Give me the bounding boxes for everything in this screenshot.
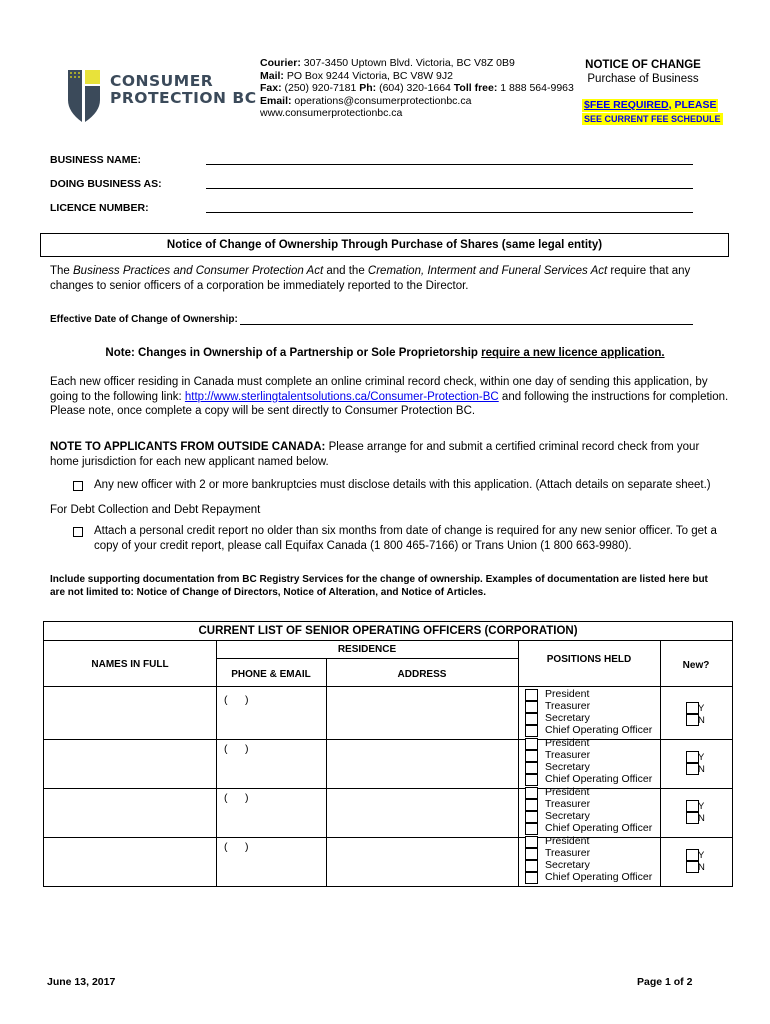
position-checkbox[interactable] <box>525 750 538 762</box>
position-checkbox[interactable] <box>525 823 538 835</box>
effective-date-field[interactable] <box>240 324 693 325</box>
effective-date-label: Effective Date of Change of Ownership: <box>50 314 238 325</box>
position-label: Secretary <box>545 810 590 822</box>
col-header-new: New? <box>682 660 710 671</box>
row-divider <box>44 686 732 687</box>
officer-address-cell[interactable] <box>327 737 517 786</box>
position-checkbox[interactable] <box>525 738 538 750</box>
new-no-label: N <box>698 862 705 873</box>
new-no-label: N <box>698 813 705 824</box>
position-label: Treasurer <box>545 798 591 810</box>
criminal-check-paragraph: Each new officer residing in Canada must complete an online criminal record check, within one day of sending this application, by going to the following link: http://www.sterlingtalentsolutions.ca/Consumer-Protection-BC and following the instructions for completion. Please note, once complete a copy will be sent directly to Consumer Protection BC. <box>50 376 729 417</box>
table-title: CURRENT LIST OF SENIOR OPERATING OFFICERS (CORPORATION) <box>44 622 732 641</box>
officer-phone-cell[interactable]: ( ) <box>224 743 249 755</box>
col-header-positions: POSITIONS HELD <box>546 654 632 665</box>
table-row <box>44 737 732 786</box>
col-header-phone: PHONE & EMAIL <box>231 669 311 680</box>
shield-logo-icon <box>66 66 106 124</box>
position-checkbox[interactable] <box>525 872 538 884</box>
new-yes-label: Y <box>698 703 705 714</box>
table-row <box>44 688 732 737</box>
email-link[interactable]: operations@consumerprotectionbc.ca <box>291 94 472 107</box>
fee-required-notice: $FEE REQUIRED, PLEASE <box>584 99 717 111</box>
col-header-residence: RESIDENCE <box>337 644 397 655</box>
position-checkbox[interactable] <box>525 701 538 713</box>
footer-date: June 13, 2017 <box>47 976 116 988</box>
position-checkbox[interactable] <box>525 811 538 823</box>
position-label: President <box>545 835 590 847</box>
position-checkbox[interactable] <box>525 762 538 774</box>
intro-paragraph: The Business Practices and Consumer Protection Act and the Cremation, Interment and Funeral Services Act require that any changes to senior officers of a corporation be immediately reported to the Director. <box>50 265 691 292</box>
row-divider <box>216 658 518 659</box>
doing-business-as-field[interactable] <box>206 187 693 189</box>
officer-address-cell[interactable] <box>327 688 517 737</box>
position-label: Chief Operating Officer <box>545 773 653 785</box>
position-label: Chief Operating Officer <box>545 871 653 883</box>
licence-number-label: LICENCE NUMBER: <box>50 202 149 214</box>
officer-address-cell[interactable] <box>327 786 517 835</box>
new-yes-label: Y <box>698 850 705 861</box>
position-label: Treasurer <box>545 700 591 712</box>
officer-name-cell[interactable] <box>44 786 216 835</box>
debt-heading: For Debt Collection and Debt Repayment <box>50 504 261 516</box>
position-checkbox[interactable] <box>525 713 538 725</box>
notice-heading: NOTICE OF CHANGE Purchase of Business <box>585 59 701 85</box>
website-link[interactable]: www.consumerprotectionbc.ca <box>260 107 403 120</box>
partnership-note: Note: Changes in Ownership of a Partnership or Sole Proprietorship require a new licence application. <box>105 347 665 359</box>
table-row <box>44 786 732 835</box>
position-label: Treasurer <box>545 847 591 859</box>
position-label: President <box>545 786 590 798</box>
position-label: President <box>545 737 590 749</box>
business-name-field[interactable] <box>206 163 693 165</box>
officer-phone-cell[interactable]: ( ) <box>224 694 249 706</box>
bankruptcy-text: Any new officer with 2 or more bankruptcies must disclose details with this application. (Attach details on separate sheet.) <box>94 479 711 491</box>
officer-address-cell[interactable] <box>327 835 517 884</box>
criminal-check-link[interactable]: http://www.sterlingtalentsolutions.ca/Consumer-Protection-BC <box>184 390 499 403</box>
contact-info: Courier: 307-3450 Uptown Blvd. Victoria, BC V8Z 0B9 Mail: PO Box 9244 Victoria, BC V8W 9J2 Fax: (250) 920-7181 Ph: (604) 320-1664 Toll free: 1 888 564-9963 Email: operations@consumerprotectionbc.ca www.consumerprotectionbc.ca <box>260 57 574 120</box>
position-checkbox[interactable] <box>525 799 538 811</box>
position-checkbox[interactable] <box>525 725 538 737</box>
business-name-label: BUSINESS NAME: <box>50 154 142 166</box>
position-checkbox[interactable] <box>525 689 538 701</box>
licence-number-field[interactable] <box>206 211 693 213</box>
position-checkbox[interactable] <box>525 848 538 860</box>
officer-name-cell[interactable] <box>44 737 216 786</box>
outside-canada-paragraph: NOTE TO APPLICANTS FROM OUTSIDE CANADA: Please arrange for and submit a certified criminal record check from your home jurisdiction for each new applicant named below. <box>50 441 700 468</box>
new-yes-label: Y <box>698 801 705 812</box>
new-yes-label: Y <box>698 752 705 763</box>
fee-schedule-notice: SEE CURRENT FEE SCHEDULE <box>584 114 721 124</box>
section-title-box <box>40 233 729 257</box>
new-no-label: N <box>698 715 705 726</box>
position-label: Secretary <box>545 859 590 871</box>
col-header-names: NAMES IN FULL <box>91 659 169 670</box>
new-no-label: N <box>698 764 705 775</box>
doing-business-as-label: DOING BUSINESS AS: <box>50 178 162 190</box>
position-label: Secretary <box>545 712 590 724</box>
officer-name-cell[interactable] <box>44 835 216 884</box>
col-header-address: ADDRESS <box>397 669 447 680</box>
footer-page-number: Page 1 of 2 <box>637 976 693 988</box>
position-label: Chief Operating Officer <box>545 724 653 736</box>
position-checkbox[interactable] <box>525 787 538 799</box>
credit-report-text: Attach a personal credit report no older than six months from date of change is required for any new senior officer. To get a copy of your credit report, please call Equifax Canada (1 800 465-7166) or Trans Union (1 800 663-9980). <box>94 525 717 552</box>
credit-report-checkbox[interactable] <box>73 527 83 537</box>
supporting-docs-note: Include supporting documentation from BC Registry Services for the change of ownership. Examples of documentation are listed here but are not limited to: Notice of Change of Directors, Notice of Alteration, and Notice of Articles. <box>50 574 708 598</box>
position-label: Chief Operating Officer <box>545 822 653 834</box>
position-label: Secretary <box>545 761 590 773</box>
officers-table <box>43 621 733 887</box>
officer-phone-cell[interactable]: ( ) <box>224 792 249 804</box>
table-row <box>44 835 732 884</box>
position-label: President <box>545 688 590 700</box>
position-checkbox[interactable] <box>525 860 538 872</box>
logo-wordmark: CONSUMER PROTECTION BC <box>110 72 257 107</box>
position-label: Treasurer <box>545 749 591 761</box>
officer-name-cell[interactable] <box>44 688 216 737</box>
officer-phone-cell[interactable]: ( ) <box>224 841 249 853</box>
bankruptcy-checkbox[interactable] <box>73 481 83 491</box>
section-title: Notice of Change of Ownership Through Purchase of Shares (same legal entity) <box>166 239 603 251</box>
position-checkbox[interactable] <box>525 774 538 786</box>
position-checkbox[interactable] <box>525 836 538 848</box>
